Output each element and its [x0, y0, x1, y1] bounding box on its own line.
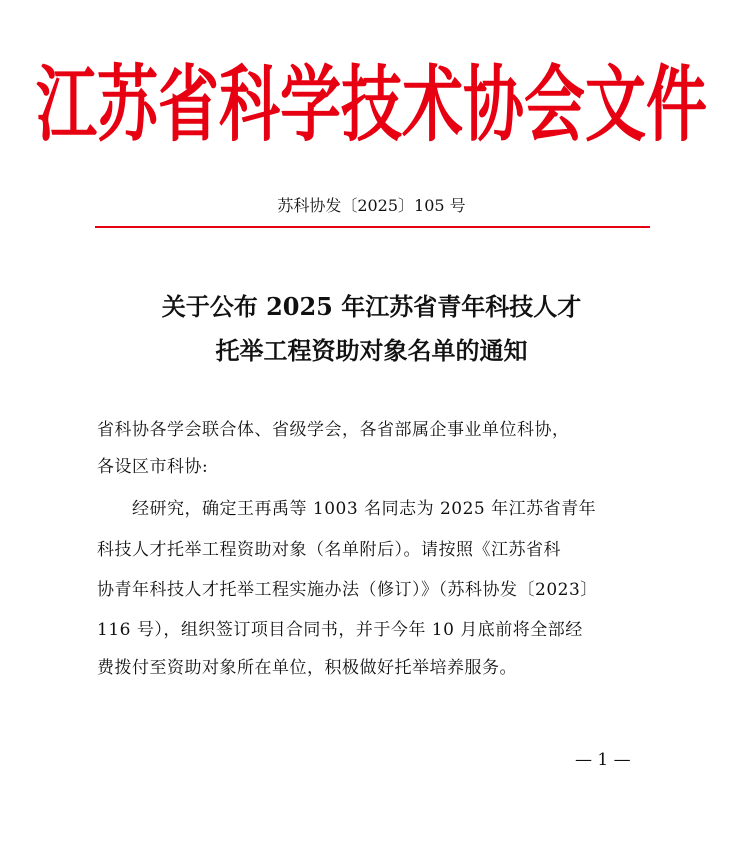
- body-line-2: 各设区市科协:: [97, 457, 209, 477]
- red-divider-line: [95, 226, 650, 228]
- body-line-6: 116 号），组织签订项目合同书，并于今年 10 月底前将全部经: [97, 620, 583, 640]
- body-line-4: 科技人才托举工程资助对象（名单附后）。请按照《江苏省科: [97, 540, 561, 560]
- body-line-3: 经研究，确定王再禹等 1003 名同志为 2025 年江苏省青年: [97, 499, 597, 519]
- body-line-7: 费拨付至资助对象所在单位，积极做好托举培养服务。: [97, 658, 517, 678]
- masthead-title: 江苏省科学技术协会文件: [35, 57, 707, 154]
- body-line-5: 协青年科技人才托举工程实施办法（修订）》（苏科协发〔2023〕: [97, 580, 598, 600]
- body-line-1: 省科协各学会联合体、省级学会，各省部属企事业单位科协，: [97, 420, 570, 440]
- notice-title-line-1: 关于公布 2025 年江苏省青年科技人才: [161, 292, 582, 321]
- page-number: — 1 —: [575, 750, 631, 770]
- document-number: 苏科协发〔2025〕105 号: [277, 196, 466, 215]
- notice-title-line-2: 托举工程资助对象名单的通知: [215, 336, 528, 365]
